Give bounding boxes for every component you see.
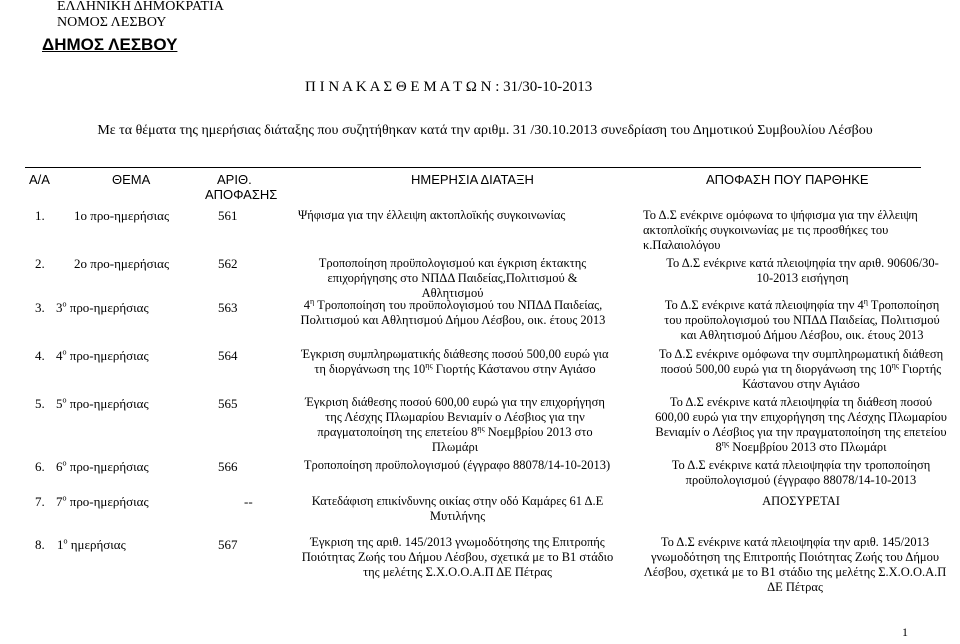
row6-decision: Το Δ.Σ ενέκρινε κατά πλειοψηφία την τροποποίηση προϋπολογισμού (έγγραφο 88078/14-10-2013 xyxy=(671,458,931,487)
row7-topic: $7^o$ προ-ημερήσιας xyxy=(56,493,149,509)
row3-decision-no: 563 xyxy=(218,300,238,315)
row8-decision: Το Δ.Σ ενέκρινε κατά πλειοψηφία την αριθ. 145/2013 γνωμοδότηση της Επιτροπής Ποιότητας Ζωής του Δήμου Λέσβου, σχετικά με το Β1 στάδιο της μελέτης Σ.Χ.Ο.Ο.Α.Π ΔΕ Πέτρας xyxy=(643,535,947,594)
row6-decision-no: 566 xyxy=(218,459,238,474)
row2-agenda: Τροποποίηση προϋπολογισμού και έγκριση έκτακτης επιχορήγησης στο ΝΠΔΔ Παιδείας,Πολιτισμού & Αθλητισμού xyxy=(318,256,587,300)
row4-num: 4. xyxy=(35,348,45,363)
row5-decision: Το Δ.Σ ενέκρινε κατά πλειοψηφία τη διάθεση ποσού 600,00 ευρώ για την επιχορήγηση της Λέσχης Πλωμαρίου Βενιαμίν ο Λέσβιος για την πραγματοποίηση της επετείου $8^{\eta\varsigma}$ Νοεμβρίου 2013 στο Πλωμάρι xyxy=(655,395,947,454)
row5-agenda: Έγκριση διάθεσης ποσού 600,00 ευρώ για την επιχορήγηση της Λέσχης Πλωμαρίου Βενιαμίν ο Λέσβιος για την πραγματοποίηση της επετείου $8^{\eta\varsigma}$ Νοεμβρίου 2013 στο Πλωμάρι xyxy=(305,395,605,454)
row1-topic: 1ο προ-ημερήσιας xyxy=(74,208,170,223)
row1-decision: Το Δ.Σ ενέκρινε ομόφωνα το ψήφισμα για την έλλειψη ακτοπλοϊκής συγκοινωνίας με τις προσθήκες του κ.Παλαιολόγου xyxy=(643,208,918,252)
row4-agenda: Έγκριση συμπληρωματικής διάθεσης ποσού 500,00 ευρώ για τη διοργάνωση της $10^{\eta\varsigma}$ Γιορτής Κάστανου στην Αγιάσο xyxy=(301,347,609,376)
row2-decision-no: 562 xyxy=(218,256,238,271)
row2-topic: 2ο προ-ημερήσιας xyxy=(74,256,170,271)
row1-decision-no: 561 xyxy=(218,208,238,223)
page-number: 1 xyxy=(902,625,908,639)
row2-decision: Το Δ.Σ ενέκρινε κατά πλειοψηφία την αριθ. 90606/30-10-2013 εισήγηση xyxy=(666,256,939,285)
row5-num: 5. xyxy=(35,396,45,411)
row1-agenda: Ψήφισμα για την έλλειψη ακτοπλοϊκής συγκοινωνίας xyxy=(298,208,566,222)
row6-topic: $6^o$ προ-ημερήσιας xyxy=(56,458,149,474)
row4-decision-no: 564 xyxy=(218,348,238,363)
row4-decision: Το Δ.Σ ενέκρινε ομόφωνα την συμπληρωματική διάθεση ποσού 500,00 ευρώ για τη διοργάνωση της $10^{\eta\varsigma}$ Γιορτής Κάστανου στην Αγιάσο xyxy=(658,347,944,391)
table-top-border xyxy=(25,167,921,168)
row3-num: 3. xyxy=(35,300,45,315)
row3-agenda: $4^\eta$ Τροποποίηση του προϋπολογισμού του ΝΠΔΔ Παιδείας, Πολιτισμού και Αθλητισμού Δήμου Λέσβου, οικ. έτους 2013 xyxy=(300,296,606,327)
col-aa: Α/Α xyxy=(29,172,50,187)
row3-topic: $3^o$ προ-ημερήσιας xyxy=(56,299,149,315)
row7-decision-no: -- xyxy=(244,494,253,509)
row7-decision: ΑΠΟΣΥΡΕΤΑΙ xyxy=(762,494,840,508)
row6-num: 6. xyxy=(35,459,45,474)
row3-decision: Το Δ.Σ ενέκρινε κατά πλειοψηφία την $4^\eta$ Τροποποίηση του προϋπολογισμού του ΝΠΔΔ Παιδείας, Πολιτισμού και Αθλητισμού Δήμου Λέσβου, οικ. έτους 2013 xyxy=(664,296,940,342)
row8-topic: $1^o$ ημερήσιας xyxy=(57,536,126,552)
col-agenda: ΗΜΕΡΗΣΙΑ ΔΙΑΤΑΞΗ xyxy=(411,172,534,187)
row4-topic: $4^o$ προ-ημερήσιας xyxy=(56,347,149,363)
header-line3: ΔΗΜΟΣ ΛΕΣΒΟΥ xyxy=(42,35,178,54)
row6-agenda: Τροποποίηση προϋπολογισμού (έγγραφο 88078/14-10-2013) xyxy=(303,458,611,472)
row8-num: 8. xyxy=(35,537,45,552)
row8-decision-no: 567 xyxy=(218,537,238,552)
col-topic: ΘΕΜΑ xyxy=(112,172,151,187)
page-subtitle: Με τα θέματα της ημερήσιας διάταξης που συζητήθηκαν κατά την αριθμ. 31 /30.10.2013 συνεδρίαση του Δημοτικού Συμβουλίου Λέσβου xyxy=(97,123,873,138)
col-decision-no-1: ΑΡΙΘ. xyxy=(217,172,252,187)
col-decision-no-2: ΑΠΟΦΑΣΗΣ xyxy=(205,187,278,202)
header-line1: ΕΛΛΗΝΙΚΗ ΔΗΜΟΚΡΑΤΙΑ xyxy=(57,0,224,14)
page-title: Π Ι Ν Α Κ Α Σ Θ Ε Μ Α Τ Ω Ν : 31/30-10-2013 xyxy=(305,79,593,95)
row7-num: 7. xyxy=(35,494,45,509)
row7-agenda: Κατεδάφιση επικίνδυνης οικίας στην οδό Καμάρες 61 Δ.Ε Μυτιλήνης xyxy=(311,494,604,523)
row5-decision-no: 565 xyxy=(218,396,238,411)
col-decision: ΑΠΟΦΑΣΗ ΠΟΥ ΠΑΡΘΗΚΕ xyxy=(706,172,869,187)
row8-agenda: Έγκριση της αριθ. 145/2013 γνωμοδότησης της Επιτροπής Ποιότητας Ζωής του Δήμου Λέσβου, σχετικά με το Β1 στάδιο της μελέτης Σ.Χ.Ο.Ο.Α.Π ΔΕ Πέτρας xyxy=(301,535,614,579)
row1-num: 1. xyxy=(35,208,45,223)
row5-topic: $5^o$ προ-ημερήσιας xyxy=(56,395,149,411)
row2-num: 2. xyxy=(35,256,45,271)
header-line2: ΝΟΜΟΣ ΛΕΣΒΟΥ xyxy=(57,15,167,30)
